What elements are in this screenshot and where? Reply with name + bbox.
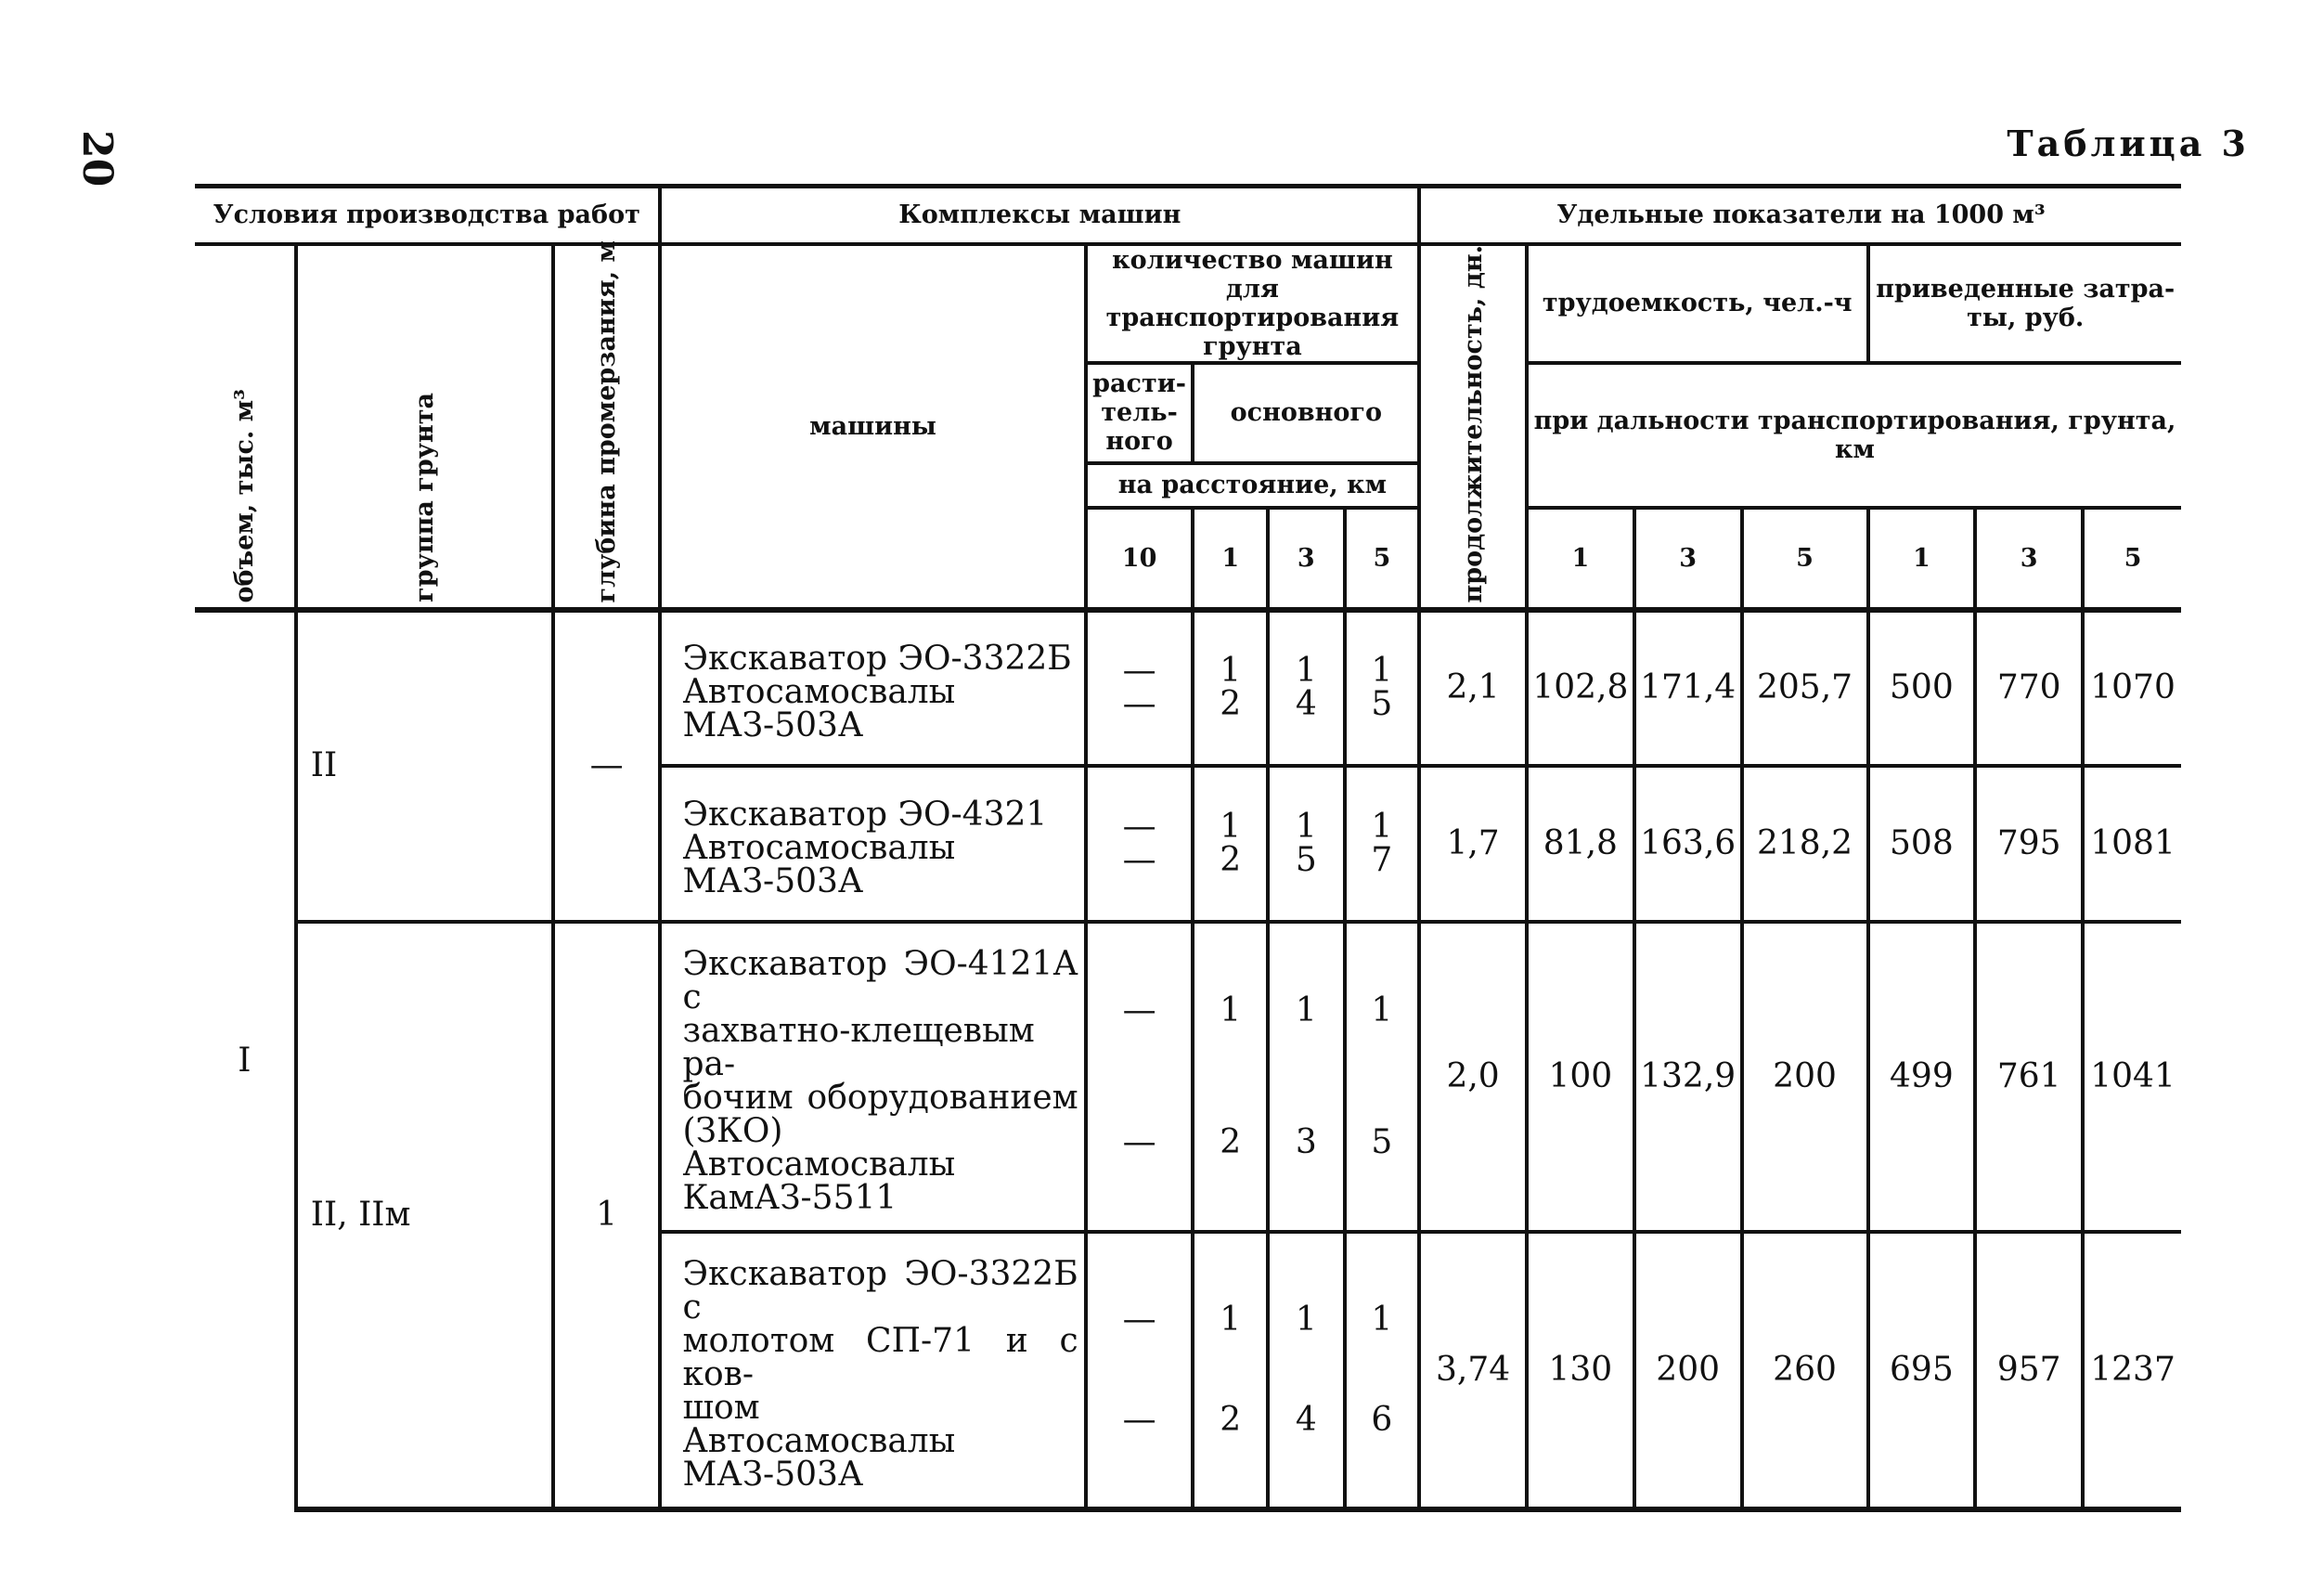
header-cost-3: 3	[1975, 508, 2083, 610]
soil-group-cell: II	[296, 610, 553, 922]
machine-line: МАЗ-503А	[682, 861, 864, 900]
cell-value: 2	[1220, 1122, 1242, 1161]
cell-value: 1	[1220, 807, 1242, 846]
dist-3-cell	[1268, 766, 1345, 922]
freeze-depth-cell: 1	[553, 922, 661, 1509]
header-volume: объем, тыс. м³	[229, 388, 259, 603]
cell-value: 2	[1220, 685, 1242, 724]
dist-5-cell	[1345, 766, 1420, 922]
cell-value: 5	[1295, 840, 1317, 879]
cell-value: 5	[1371, 685, 1393, 724]
cell-value: —	[1122, 652, 1156, 691]
dist-3-cell	[1268, 922, 1345, 1232]
cell-value: 7	[1371, 840, 1393, 879]
cost-5-cell: 1041	[2083, 922, 2181, 1232]
cell-value: —	[1122, 685, 1156, 724]
cell-value: 1	[1220, 652, 1242, 691]
cell-value: 6	[1371, 1400, 1393, 1439]
header-topsoil: расти-тель-ного	[1086, 363, 1194, 463]
machine-line: шом	[682, 1388, 760, 1427]
dist-3-cell	[1268, 1232, 1345, 1509]
volume-cell: I	[238, 1041, 252, 1080]
header-labor: трудоемкость, чел.-ч	[1527, 244, 1868, 363]
duration-cell: 1,7	[1419, 766, 1527, 922]
header-costs: приведенные затра-ты, руб.	[1868, 244, 2182, 363]
dist-5-cell	[1345, 1232, 1420, 1509]
header-cost-5: 5	[2083, 508, 2181, 610]
cell-value: 2	[1220, 1400, 1242, 1439]
cell-value: —	[1122, 990, 1156, 1029]
dist-5-cell	[1345, 922, 1420, 1232]
machine-line: Экскаватор ЭО-4121А с	[682, 944, 1078, 1016]
cell-value: 4	[1295, 1400, 1317, 1439]
labor-1-cell: 102,8	[1527, 610, 1634, 766]
header-main: основного	[1193, 363, 1419, 463]
machine-line: молотом СП-71 и с ков-	[682, 1321, 1078, 1393]
cell-value: —	[1122, 840, 1156, 879]
header-dist-5: 5	[1345, 508, 1420, 610]
cell-value: 1	[1295, 1300, 1317, 1339]
cost-5-cell: 1070	[2083, 610, 2181, 766]
machines-cell	[660, 1232, 1085, 1509]
page-number: 20	[73, 130, 121, 188]
cost-1-cell: 499	[1868, 922, 1976, 1232]
cost-5-cell: 1081	[2083, 766, 2181, 922]
table-row	[195, 610, 2181, 766]
cost-3-cell: 957	[1975, 1232, 2083, 1509]
topsoil-cell	[1086, 1232, 1194, 1509]
cost-3-cell: 761	[1975, 922, 2083, 1232]
cell-value: —	[1122, 1122, 1156, 1161]
table-row	[195, 922, 2181, 1232]
dist-1-cell	[1193, 610, 1268, 766]
freeze-depth-cell: —	[553, 610, 661, 922]
machines-cell	[660, 610, 1085, 766]
dist-1-cell	[1193, 766, 1268, 922]
topsoil-cell	[1086, 610, 1194, 766]
labor-3-cell: 163,6	[1634, 766, 1742, 922]
dist-1-cell	[1193, 1232, 1268, 1509]
machine-line: МАЗ-503А	[682, 706, 864, 745]
cell-value: 1	[1371, 807, 1393, 846]
machines-cell	[660, 922, 1085, 1232]
header-volume-cell	[195, 244, 296, 610]
machine-line: Экскаватор ЭО-3322Б с	[682, 1254, 1078, 1327]
header-labor-3: 3	[1634, 508, 1742, 610]
machines-cell	[660, 766, 1085, 922]
header-soil-group-cell	[296, 244, 553, 610]
cell-value: 1	[1295, 807, 1317, 846]
dist-1-cell	[1193, 922, 1268, 1232]
header-soil-group: группа грунта	[409, 393, 439, 603]
labor-5-cell: 205,7	[1742, 610, 1868, 766]
header-dist-3: 3	[1268, 508, 1345, 610]
labor-3-cell: 171,4	[1634, 610, 1742, 766]
machine-line: бочим оборудованием	[682, 1078, 1078, 1117]
labor-1-cell: 130	[1527, 1232, 1634, 1509]
header-machines: машины	[660, 244, 1085, 610]
header-dist-1: 1	[1193, 508, 1268, 610]
header-group-row	[195, 187, 2181, 244]
header-count: количество машин для транспортирования грунта	[1086, 244, 1420, 363]
header-complexes: Комплексы машин	[660, 187, 1419, 244]
header-cost-1: 1	[1868, 508, 1976, 610]
cell-value: —	[1122, 1400, 1156, 1439]
duration-cell: 2,1	[1419, 610, 1527, 766]
machine-line: Экскаватор ЭО-4321	[682, 795, 1048, 834]
header-duration-cell	[1419, 244, 1527, 610]
topsoil-cell	[1086, 922, 1194, 1232]
cell-value: 1	[1295, 990, 1317, 1029]
machine-line: захватно-клещевым ра-	[682, 1011, 1035, 1083]
cost-1-cell: 508	[1868, 766, 1976, 922]
cost-3-cell: 770	[1975, 610, 2083, 766]
duration-cell: 2,0	[1419, 922, 1527, 1232]
cell-value: 3	[1295, 1122, 1317, 1161]
labor-5-cell: 200	[1742, 922, 1868, 1232]
cell-value: 1	[1220, 990, 1242, 1029]
machine-line: Автосамосвалы	[682, 1145, 956, 1184]
cell-value: 1	[1371, 990, 1393, 1029]
cell-value: 1	[1295, 652, 1317, 691]
cost-1-cell: 500	[1868, 610, 1976, 766]
header-freeze-depth-cell	[553, 239, 661, 610]
cost-5-cell: 1237	[2083, 1232, 2181, 1509]
duration-cell: 3,74	[1419, 1232, 1527, 1509]
header-transport-distance: при дальности транспортирования, грунта, км	[1527, 363, 2181, 508]
cost-1-cell: 695	[1868, 1232, 1976, 1509]
cost-3-cell: 795	[1975, 766, 2083, 922]
machine-line: Автосамосвалы	[682, 828, 956, 867]
machine-line: (ЗКО)	[682, 1111, 783, 1150]
header-conditions: Условия производства работ	[195, 187, 660, 244]
cell-value: 2	[1220, 840, 1242, 879]
labor-1-cell: 81,8	[1527, 766, 1634, 922]
topsoil-cell	[1086, 766, 1194, 922]
header-indicators: Удельные показатели на 1000 м³	[1419, 187, 2181, 244]
labor-3-cell: 132,9	[1634, 922, 1742, 1232]
cell-value: —	[1122, 807, 1156, 846]
cell-value: 1	[1371, 1300, 1393, 1339]
header-row-2	[195, 244, 2181, 363]
header-distance: на расстояние, км	[1086, 463, 1420, 508]
cell-value: 1	[1371, 652, 1393, 691]
cell-value: 1	[1220, 1300, 1242, 1339]
labor-1-cell: 100	[1527, 922, 1634, 1232]
machine-line: КамАЗ-5511	[682, 1178, 897, 1217]
cell-value: —	[1122, 1300, 1156, 1339]
soil-group-cell: II, IIм	[296, 922, 553, 1509]
labor-3-cell: 200	[1634, 1232, 1742, 1509]
header-labor-5: 5	[1742, 508, 1868, 610]
header-duration: продолжительность, дн.	[1458, 244, 1488, 603]
dist-5-cell	[1345, 610, 1420, 766]
labor-5-cell: 218,2	[1742, 766, 1868, 922]
cell-value: 5	[1371, 1122, 1393, 1161]
header-freeze-depth: глубина промерзания, м	[592, 239, 622, 603]
data-table	[195, 184, 2181, 1512]
machine-line: МАЗ-503А	[682, 1455, 864, 1494]
machine-line: Экскаватор ЭО-3322Б	[682, 640, 1072, 679]
machine-line: Автосамосвалы	[682, 673, 956, 712]
dist-3-cell	[1268, 610, 1345, 766]
cell-value: 4	[1295, 685, 1317, 724]
labor-5-cell: 260	[1742, 1232, 1868, 1509]
header-dist-10: 10	[1086, 508, 1194, 610]
header-labor-1: 1	[1527, 508, 1634, 610]
table-title: Таблица 3	[2007, 123, 2250, 164]
machine-line: Автосамосвалы	[682, 1421, 956, 1460]
